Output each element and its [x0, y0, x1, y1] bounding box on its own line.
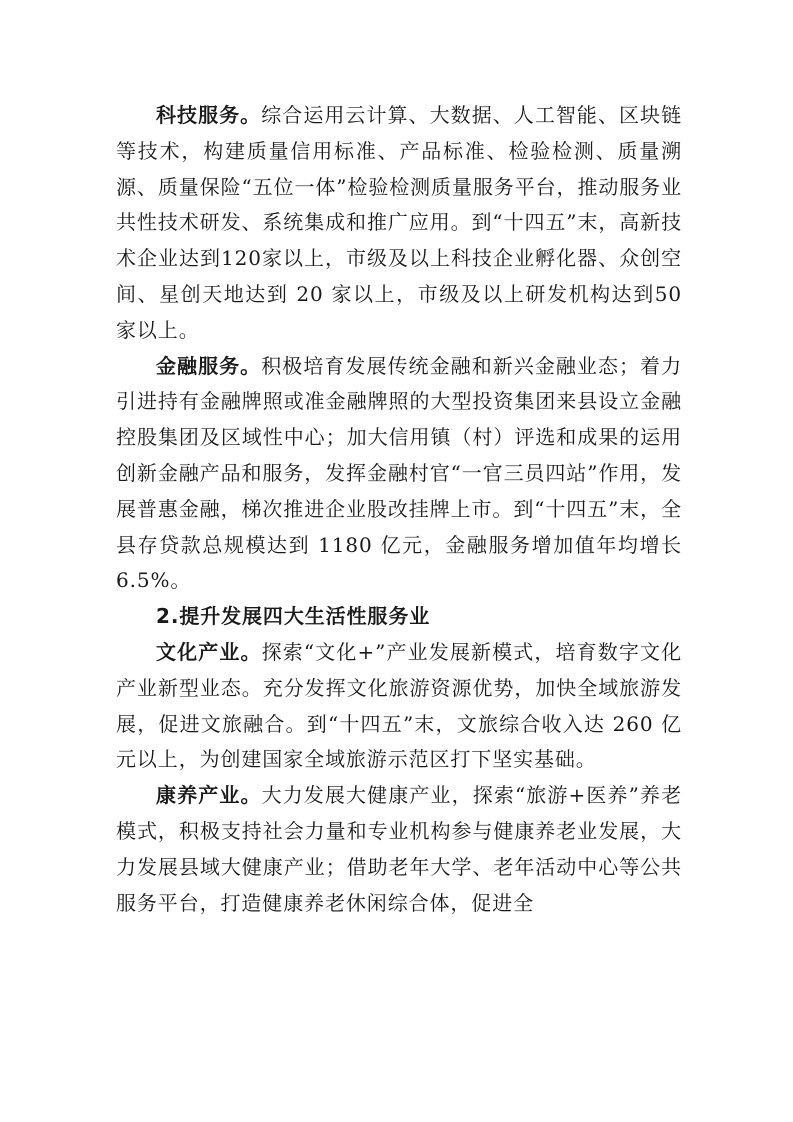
- paragraph-body: 探索“文化+”产业发展新模式，培育数字文化产业新型业态。充分发挥文化旅游资源优势，加快全域旅游发展，促进文旅融合。到“十四五”末，文旅综合收入达 260 亿元以上，为创建国家全域旅游示范区打下坚实基础。: [116, 639, 682, 772]
- paragraph-tech-services: [116, 98, 682, 349]
- section-heading: 2.提升发展四大生活性服务业: [156, 604, 431, 629]
- paragraph-title: 科技服务。: [156, 103, 262, 127]
- paragraph-body: 积极培育发展传统金融和新兴金融业态；着力引进持有金融牌照或准金融牌照的大型投资集团来县设立金融控股集团及区域性中心；加大信用镇（村）评选和成果的运用创新金融产品和服务，发挥金融村官“一官三员四站”作用，发展普惠金融，梯次推进企业股改挂牌上市。到“十四五”末，全县存贷款总规模达到 1180 亿元，金融服务增加值年均增长 6.5%。: [116, 353, 683, 593]
- paragraph-body: 综合运用云计算、大数据、人工智能、区块链等技术，构建质量信用标准、产品标准、检验检测、质量溯源、质量保险“五位一体”检验检测质量服务平台，推动服务业共性技术研发、系统集成和推广应用。到“十四五”末，高新技术企业达到120家以上，市级及以上科技企业孵化器、众创空间、星创天地达到 20 家以上，市级及以上研发机构达到50家以上。: [116, 103, 683, 342]
- paragraph-culture-industry: [116, 635, 682, 778]
- paragraph-title: 文化产业。: [156, 639, 262, 664]
- paragraph-health-care-industry: [116, 778, 682, 921]
- paragraph-body: 大力发展大健康产业，探索“旅游+医养”养老模式，积极支持社会力量和专业机构参与健康养老业发展，大力发展县域大健康产业；借助老年大学、老年活动中心等公共服务平台，打造健康养老休闲综合体，促进全: [116, 783, 682, 915]
- paragraph-title: 康养产业。: [156, 783, 262, 808]
- paragraph-financial-services: [116, 349, 682, 600]
- paragraph-title: 金融服务。: [156, 353, 262, 378]
- document-page: [116, 98, 682, 921]
